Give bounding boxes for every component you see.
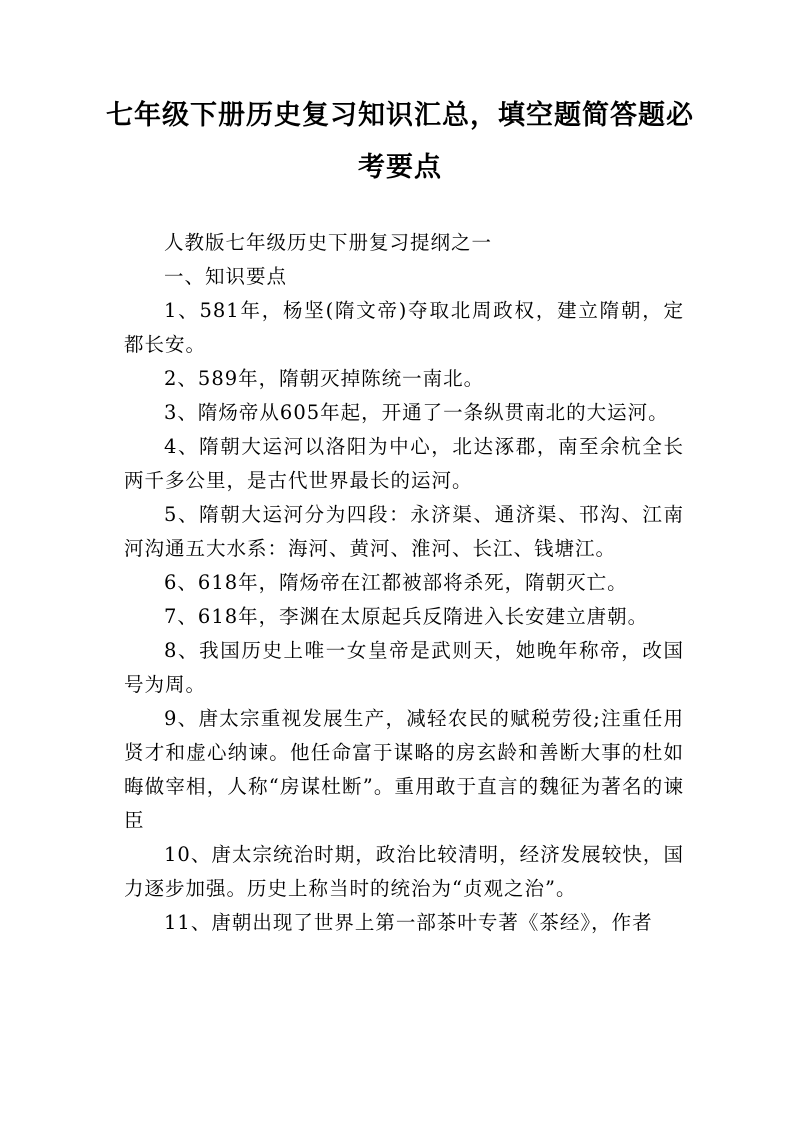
- paragraph: 4、隋朝大运河以洛阳为中心，北达涿郡，南至余杭全长两千多公里，是古代世界最长的运河。: [124, 435, 684, 492]
- paragraph: 1、581年，杨坚(隋文帝)夺取北周政权，建立隋朝，定都长安。: [124, 299, 684, 356]
- paragraph: 9、唐太宗重视发展生产，减轻农民的赋税劳役;注重任用贤才和虚心纳谏。他任命富于谋略的房玄龄和善断大事的杜如晦做宰相，人称“房谋杜断”。重用敢于直言的魏征为著名的谏臣: [124, 707, 684, 832]
- paragraph: 11、唐朝出现了世界上第一部茶叶专著《茶经》，作者: [164, 911, 653, 934]
- document-body: [124, 226, 684, 940]
- paragraph: 2、589年，隋朝灭掉陈统一南北。: [164, 367, 485, 390]
- paragraph: 一、知识要点: [164, 265, 288, 288]
- document-title: 七年级下册历史复习知识汇总，填空题简答题必考要点: [106, 100, 694, 183]
- paragraph: 6、618年，隋炀帝在江都被部将杀死，隋朝灭亡。: [164, 571, 628, 594]
- paragraph: 3、隋炀帝从605年起，开通了一条纵贯南北的大运河。: [164, 401, 669, 424]
- paragraph: 7、618年，李渊在太原起兵反隋进入长安建立唐朝。: [164, 605, 649, 628]
- paragraph: 10、唐太宗统治时期，政治比较清明，经济发展较快，国力逐步加强。历史上称当时的统治为“贞观之治”。: [124, 843, 684, 900]
- paragraph: 5、隋朝大运河分为四段：永济渠、通济渠、邗沟、江南河沟通五大水系：海河、黄河、淮河、长江、钱塘江。: [124, 503, 684, 560]
- paragraph: 人教版七年级历史下册复习提纲之一: [164, 231, 493, 254]
- paragraph: 8、我国历史上唯一女皇帝是武则天，她晚年称帝，改国号为周。: [124, 639, 684, 696]
